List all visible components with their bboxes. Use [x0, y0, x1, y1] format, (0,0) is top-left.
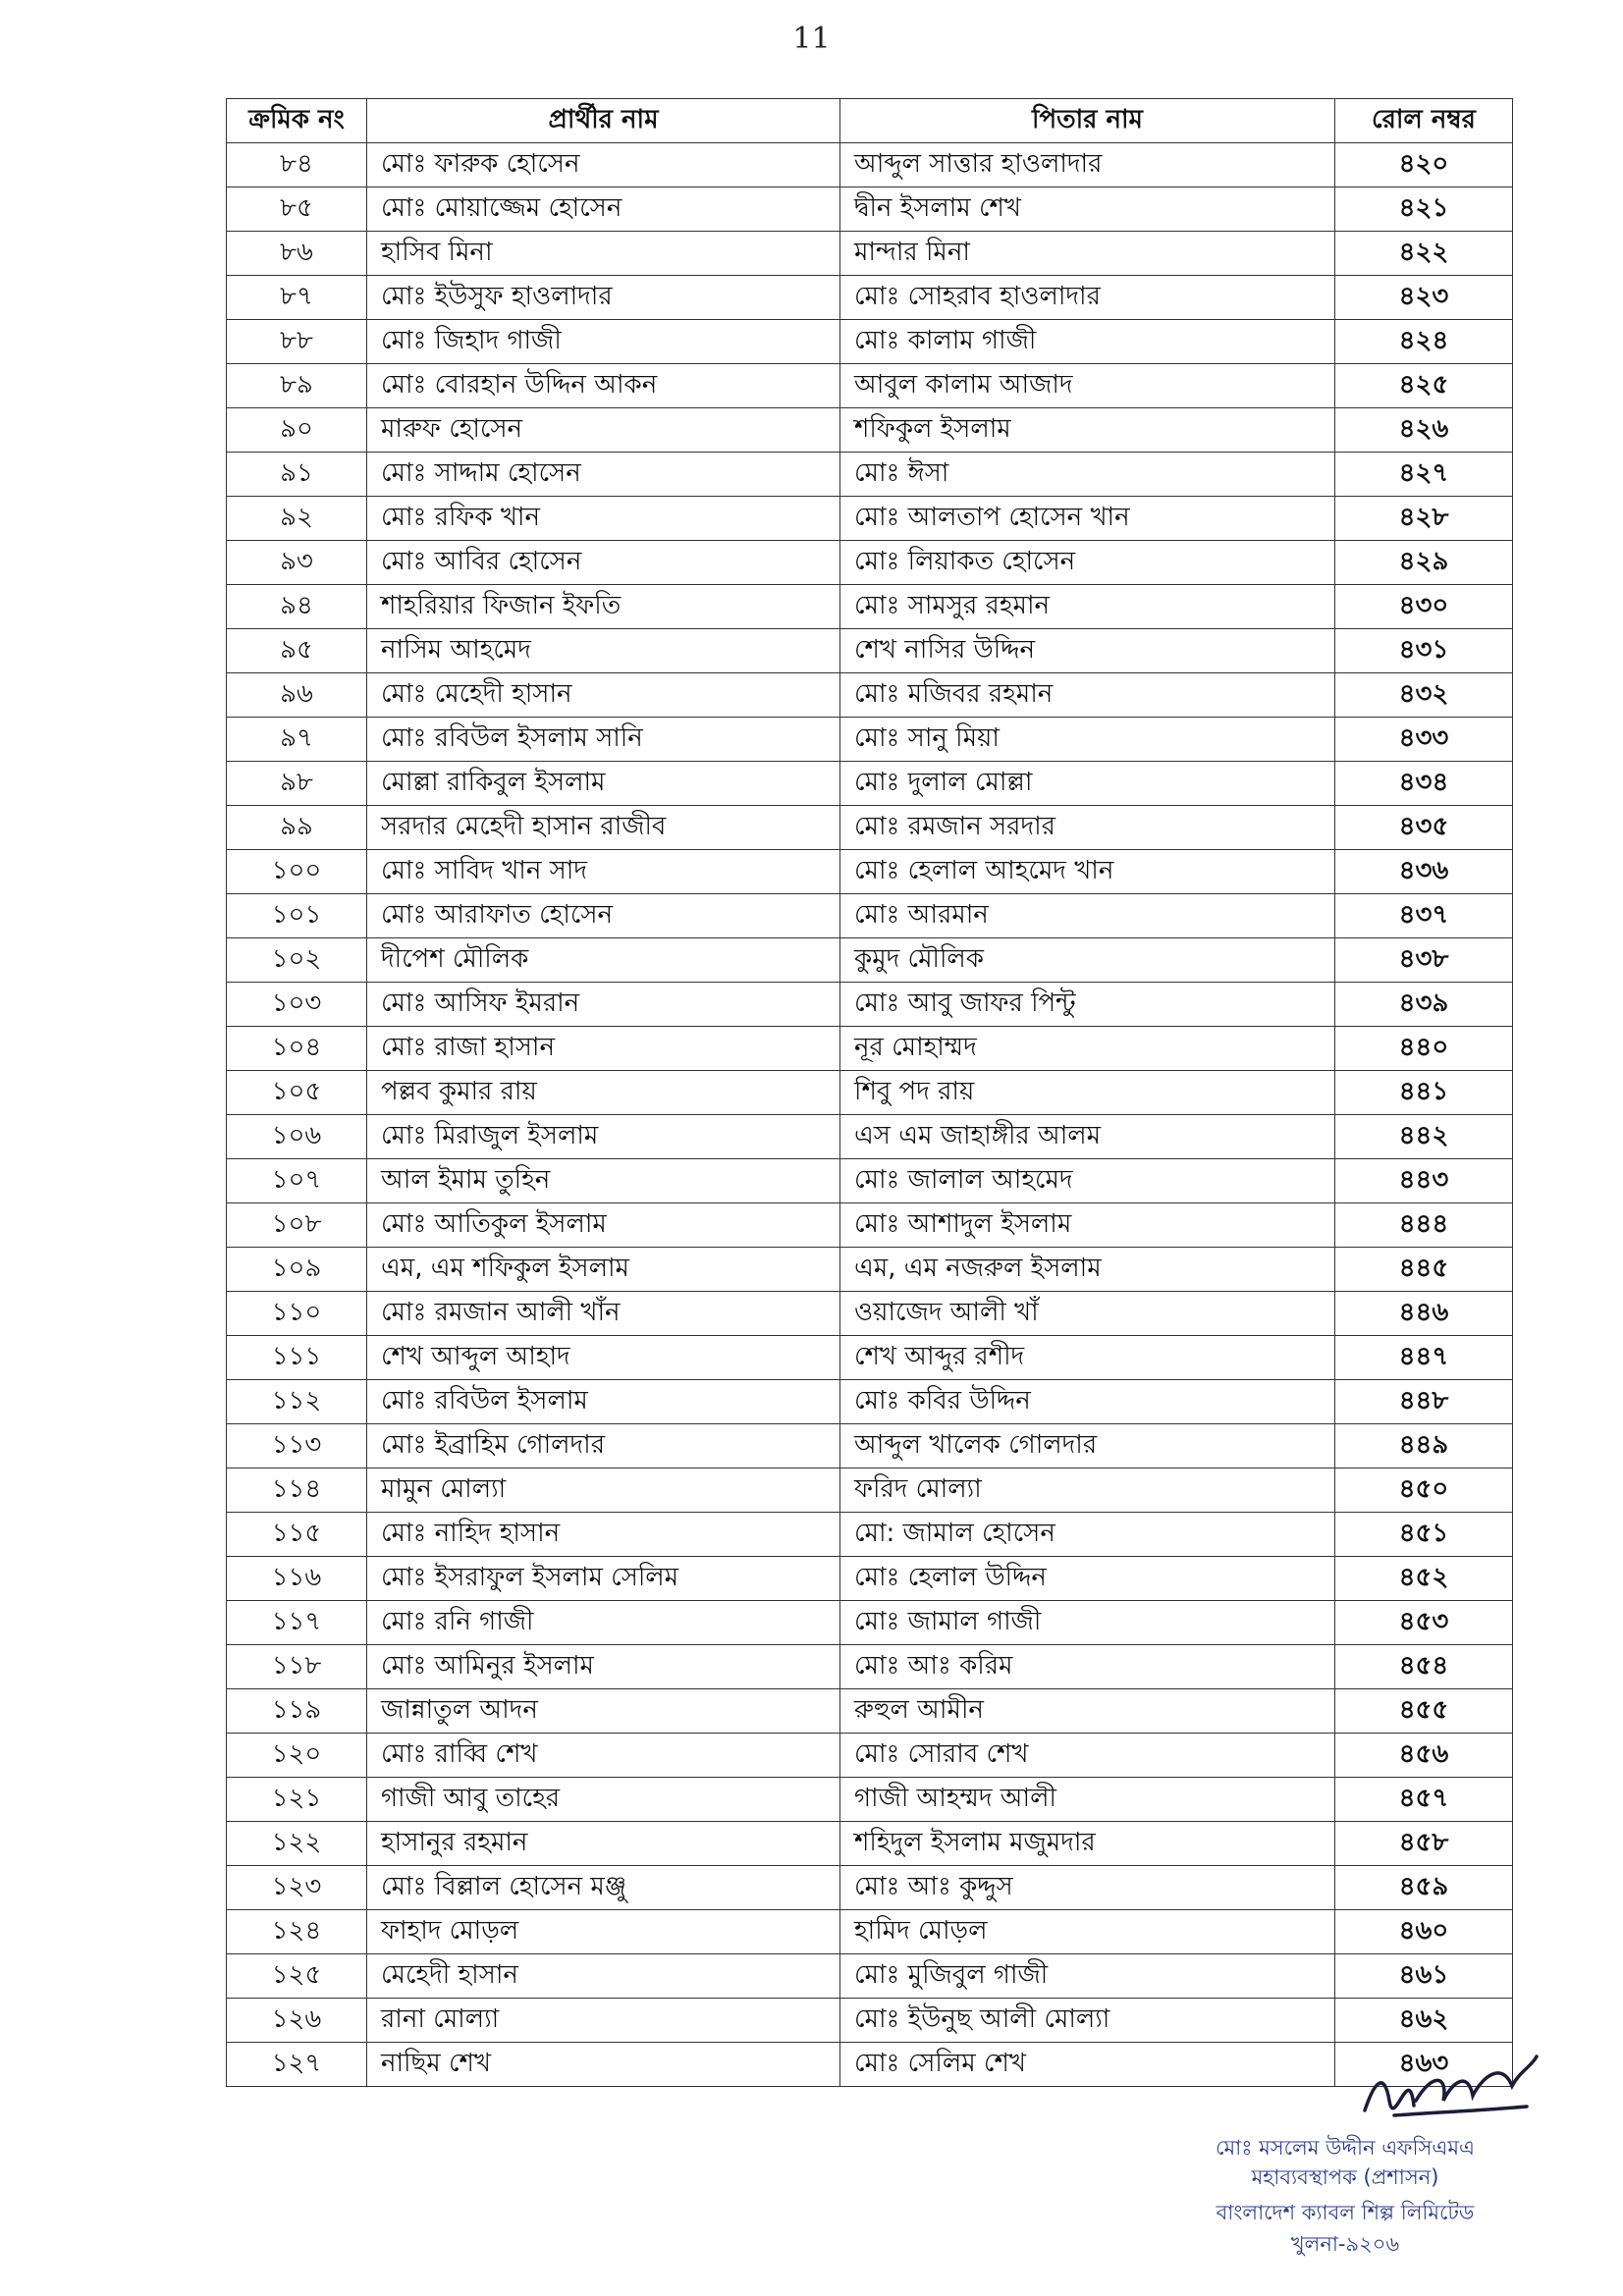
roll-number-cell: ৪৫৯: [1335, 1866, 1513, 1910]
father-name-cell: মোঃ আশাদুল ইসলাম: [840, 1203, 1335, 1248]
serial-cell: ১১৫: [227, 1513, 367, 1557]
father-name-cell: মোঃ মজিবর রহমান: [840, 673, 1335, 718]
father-name-cell: মোঃ সেলিম শেখ: [840, 2043, 1335, 2087]
father-name-cell: আব্দুল খালেক গোলদার: [840, 1424, 1335, 1468]
serial-cell: ১০৭: [227, 1159, 367, 1203]
father-name-cell: মোঃ ইউনুছ আলী মোল্যা: [840, 1999, 1335, 2043]
roll-number-cell: ৪২৫: [1335, 364, 1513, 408]
roll-number-cell: ৪২৯: [1335, 541, 1513, 585]
table-row: [227, 1910, 1513, 1954]
serial-cell: ৯৪: [227, 585, 367, 629]
father-name-cell: নূর মোহাম্মদ: [840, 1027, 1335, 1071]
father-name-cell: শেখ নাসির উদ্দিন: [840, 629, 1335, 673]
table-row: [227, 1248, 1513, 1292]
roll-number-cell: ৪৫৭: [1335, 1778, 1513, 1822]
roll-number-cell: ৪৪০: [1335, 1027, 1513, 1071]
serial-cell: ১১১: [227, 1336, 367, 1380]
serial-cell: ১০৮: [227, 1203, 367, 1248]
header-father-name: পিতার নাম: [840, 99, 1335, 143]
candidate-name-cell: মোঃ আতিকুল ইসলাম: [367, 1203, 840, 1248]
father-name-cell: মোঃ ঈসা: [840, 453, 1335, 497]
father-name-cell: গাজী আহম্মদ আলী: [840, 1778, 1335, 1822]
table-body: [227, 143, 1513, 2087]
candidate-name-cell: মোঃ আমিনুর ইসলাম: [367, 1645, 840, 1689]
roll-number-cell: ৪৩৩: [1335, 718, 1513, 762]
candidate-name-cell: মোঃ নাহিদ হাসান: [367, 1513, 840, 1557]
table-row: [227, 364, 1513, 408]
roll-number-cell: ৪৪৬: [1335, 1292, 1513, 1336]
roll-number-cell: ৪৬০: [1335, 1910, 1513, 1954]
serial-cell: ১১৯: [227, 1689, 367, 1734]
table-row: [227, 143, 1513, 187]
candidate-name-cell: সরদার মেহেদী হাসান রাজীব: [367, 806, 840, 850]
father-name-cell: মোঃ কালাম গাজী: [840, 320, 1335, 364]
roll-number-cell: ৪৬৩: [1335, 2043, 1513, 2087]
candidate-name-cell: গাজী আবু তাহের: [367, 1778, 840, 1822]
candidate-name-cell: ফাহাদ মোড়ল: [367, 1910, 840, 1954]
candidate-name-cell: শাহরিয়ার ফিজান ইফতি: [367, 585, 840, 629]
candidate-name-cell: মোঃ ইব্রাহিম গোলদার: [367, 1424, 840, 1468]
roll-number-cell: ৪৬১: [1335, 1954, 1513, 1999]
roll-number-cell: ৪৫৫: [1335, 1689, 1513, 1734]
father-name-cell: মোঃ দুলাল মোল্লা: [840, 762, 1335, 806]
serial-cell: ১১৩: [227, 1424, 367, 1468]
candidate-name-cell: মোঃ মোয়াজ্জেম হোসেন: [367, 187, 840, 232]
table-row: [227, 1734, 1513, 1778]
candidate-name-cell: মোঃ রনি গাজী: [367, 1601, 840, 1645]
candidate-name-cell: হাসানুর রহমান: [367, 1822, 840, 1866]
table-row: [227, 1999, 1513, 2043]
table-row: [227, 1380, 1513, 1424]
serial-cell: ১০৫: [227, 1071, 367, 1115]
father-name-cell: মোঃ সামসুর রহমান: [840, 585, 1335, 629]
table-row: [227, 1115, 1513, 1159]
father-name-cell: রুহুল আমীন: [840, 1689, 1335, 1734]
table-row: [227, 1159, 1513, 1203]
table-row: [227, 276, 1513, 320]
candidate-name-cell: মোঃ রবিউল ইসলাম: [367, 1380, 840, 1424]
table-row: [227, 850, 1513, 894]
roll-number-cell: ৪৩৭: [1335, 894, 1513, 938]
serial-cell: ৮৮: [227, 320, 367, 364]
page-number: 11: [792, 22, 831, 56]
father-name-cell: মোঃ রমজান সরদার: [840, 806, 1335, 850]
serial-cell: ১২৩: [227, 1866, 367, 1910]
serial-cell: ৮৬: [227, 232, 367, 276]
father-name-cell: শিবু পদ রায়: [840, 1071, 1335, 1115]
father-name-cell: হামিদ মোড়ল: [840, 1910, 1335, 1954]
serial-cell: ৯৩: [227, 541, 367, 585]
father-name-cell: মোঃ আবু জাফর পিন্টু: [840, 983, 1335, 1027]
roll-number-cell: ৪৬২: [1335, 1999, 1513, 2043]
candidate-name-cell: রানা মোল্যা: [367, 1999, 840, 2043]
candidate-name-cell: দীপেশ মৌলিক: [367, 938, 840, 983]
serial-cell: ১২৭: [227, 2043, 367, 2087]
table-row: [227, 1689, 1513, 1734]
table-row: [227, 1954, 1513, 1999]
father-name-cell: শফিকুল ইসলাম: [840, 408, 1335, 453]
candidate-name-cell: মোঃ মিরাজুল ইসলাম: [367, 1115, 840, 1159]
father-name-cell: আব্দুল সাত্তার হাওলাদার: [840, 143, 1335, 187]
father-name-cell: কুমুদ মৌলিক: [840, 938, 1335, 983]
father-name-cell: মোঃ কবির উদ্দিন: [840, 1380, 1335, 1424]
roll-number-cell: ৪৪১: [1335, 1071, 1513, 1115]
table-row: [227, 1645, 1513, 1689]
father-name-cell: মোঃ জামাল গাজী: [840, 1601, 1335, 1645]
serial-cell: ৯০: [227, 408, 367, 453]
table-header-row: [227, 99, 1513, 143]
candidate-name-cell: শেখ আব্দুল আহাদ: [367, 1336, 840, 1380]
candidate-name-cell: মোঃ আবির হোসেন: [367, 541, 840, 585]
roll-number-cell: ৪৫৪: [1335, 1645, 1513, 1689]
table-row: [227, 1071, 1513, 1115]
roll-number-cell: ৪৪৭: [1335, 1336, 1513, 1380]
serial-cell: ১১৬: [227, 1557, 367, 1601]
father-name-cell: মোঃ লিয়াকত হোসেন: [840, 541, 1335, 585]
roll-number-cell: ৪৩৮: [1335, 938, 1513, 983]
serial-cell: ১০৬: [227, 1115, 367, 1159]
candidate-name-cell: মোঃ রবিউল ইসলাম সানি: [367, 718, 840, 762]
serial-cell: ৯২: [227, 497, 367, 541]
serial-cell: ১১০: [227, 1292, 367, 1336]
father-name-cell: মোঃ সোহরাব হাওলাদার: [840, 276, 1335, 320]
father-name-cell: দ্বীন ইসলাম শেখ: [840, 187, 1335, 232]
signatory-designation: মহাব্যবস্থাপক (প্রশাসন): [1251, 2165, 1439, 2189]
serial-cell: ১২১: [227, 1778, 367, 1822]
father-name-cell: মোঃ সানু মিয়া: [840, 718, 1335, 762]
table-row: [227, 1424, 1513, 1468]
table-row: [227, 232, 1513, 276]
candidate-name-cell: এম, এম শফিকুল ইসলাম: [367, 1248, 840, 1292]
roll-number-cell: ৪৪৮: [1335, 1380, 1513, 1424]
table-row: [227, 718, 1513, 762]
serial-cell: ১১৪: [227, 1468, 367, 1513]
father-name-cell: মোঃ আরমান: [840, 894, 1335, 938]
table-row: [227, 453, 1513, 497]
candidate-name-cell: মোল্লা রাকিবুল ইসলাম: [367, 762, 840, 806]
signatory-organization: বাংলাদেশ ক্যাবল শিল্প লিমিটেড: [1216, 2201, 1475, 2224]
table-row: [227, 1778, 1513, 1822]
roll-number-cell: ৪৩২: [1335, 673, 1513, 718]
father-name-cell: মোঃ আলতাপ হোসেন খান: [840, 497, 1335, 541]
candidate-name-cell: মোঃ রমজান আলী খাঁন: [367, 1292, 840, 1336]
serial-cell: ১১২: [227, 1380, 367, 1424]
serial-cell: ৮৭: [227, 276, 367, 320]
candidate-name-cell: মামুন মোল্যা: [367, 1468, 840, 1513]
candidate-name-cell: মোঃ জিহাদ গাজী: [367, 320, 840, 364]
candidate-name-cell: মারুফ হোসেন: [367, 408, 840, 453]
signatory-name: মোঃ মসলেম উদ্দীন এফসিএমএ: [1215, 2136, 1476, 2160]
serial-cell: ১০৩: [227, 983, 367, 1027]
handwritten-signature: [1355, 2042, 1542, 2130]
serial-cell: ৯৯: [227, 806, 367, 850]
candidate-name-cell: নাসিম আহমেদ: [367, 629, 840, 673]
roll-number-cell: ৪২৪: [1335, 320, 1513, 364]
header-serial: ক্রমিক নং: [227, 99, 367, 143]
table-row: [227, 1822, 1513, 1866]
father-name-cell: মান্দার মিনা: [840, 232, 1335, 276]
candidate-name-cell: মোঃ আরাফাত হোসেন: [367, 894, 840, 938]
serial-cell: ৮৯: [227, 364, 367, 408]
father-name-cell: মোঃ সোরাব শেখ: [840, 1734, 1335, 1778]
candidate-name-cell: মোঃ রফিক খান: [367, 497, 840, 541]
serial-cell: ৯৫: [227, 629, 367, 673]
table-row: [227, 673, 1513, 718]
roll-number-cell: ৪৪৩: [1335, 1159, 1513, 1203]
father-name-cell: শহিদুল ইসলাম মজুমদার: [840, 1822, 1335, 1866]
serial-cell: ১০০: [227, 850, 367, 894]
serial-cell: ১২৬: [227, 1999, 367, 2043]
table-row: [227, 1866, 1513, 1910]
serial-cell: ১০১: [227, 894, 367, 938]
serial-cell: ১২৫: [227, 1954, 367, 1999]
roll-number-cell: ৪৫৬: [1335, 1734, 1513, 1778]
table-row: [227, 894, 1513, 938]
candidate-name-cell: মোঃ সাবিদ খান সাদ: [367, 850, 840, 894]
roll-number-cell: ৪৪৫: [1335, 1248, 1513, 1292]
roll-number-cell: ৪৩৯: [1335, 983, 1513, 1027]
table-row: [227, 983, 1513, 1027]
candidate-name-cell: পল্লব কুমার রায়: [367, 1071, 840, 1115]
table-row: [227, 320, 1513, 364]
candidate-name-cell: মোঃ রাজা হাসান: [367, 1027, 840, 1071]
father-name-cell: মোঃ মুজিবুল গাজী: [840, 1954, 1335, 1999]
father-name-cell: আবুল কালাম আজাদ: [840, 364, 1335, 408]
table-row: [227, 1468, 1513, 1513]
candidate-name-cell: জান্নাতুল আদন: [367, 1689, 840, 1734]
table-row: [227, 541, 1513, 585]
serial-cell: ১২০: [227, 1734, 367, 1778]
roll-number-cell: ৪২৬: [1335, 408, 1513, 453]
roll-number-cell: ৪৩৫: [1335, 806, 1513, 850]
candidate-name-cell: মোঃ রাব্বি শেখ: [367, 1734, 840, 1778]
roll-number-cell: ৪৪৯: [1335, 1424, 1513, 1468]
table-row: [227, 762, 1513, 806]
roll-number-cell: ৪৫০: [1335, 1468, 1513, 1513]
father-name-cell: মো: জামাল হোসেন: [840, 1513, 1335, 1557]
roll-number-cell: ৪৫৩: [1335, 1601, 1513, 1645]
candidate-table: [226, 98, 1513, 2087]
table-row: [227, 1203, 1513, 1248]
roll-number-cell: ৪৪২: [1335, 1115, 1513, 1159]
roll-number-cell: ৪২৩: [1335, 276, 1513, 320]
roll-number-cell: ৪২১: [1335, 187, 1513, 232]
candidate-name-cell: হাসিব মিনা: [367, 232, 840, 276]
roll-number-cell: ৪৩০: [1335, 585, 1513, 629]
father-name-cell: ওয়াজেদ আলী খাঁ: [840, 1292, 1335, 1336]
table-row: [227, 806, 1513, 850]
serial-cell: ১০৪: [227, 1027, 367, 1071]
serial-cell: ১০২: [227, 938, 367, 983]
candidate-name-cell: মোঃ সাদ্দাম হোসেন: [367, 453, 840, 497]
father-name-cell: মোঃ আঃ কুদ্দুস: [840, 1866, 1335, 1910]
serial-cell: ১২৪: [227, 1910, 367, 1954]
table-row: [227, 1027, 1513, 1071]
roll-number-cell: ৪৫২: [1335, 1557, 1513, 1601]
roll-number-cell: ৪৪৪: [1335, 1203, 1513, 1248]
serial-cell: ৯৮: [227, 762, 367, 806]
serial-cell: ৮৫: [227, 187, 367, 232]
header-roll-number: রোল নম্বর: [1335, 99, 1513, 143]
candidate-name-cell: মোঃ ইসরাফুল ইসলাম সেলিম: [367, 1557, 840, 1601]
serial-cell: ৯৬: [227, 673, 367, 718]
candidate-name-cell: নাছিম শেখ: [367, 2043, 840, 2087]
serial-cell: ১২২: [227, 1822, 367, 1866]
serial-cell: ৯৭: [227, 718, 367, 762]
table-row: [227, 1557, 1513, 1601]
father-name-cell: ফরিদ মোল্যা: [840, 1468, 1335, 1513]
table-row: [227, 497, 1513, 541]
serial-cell: ৮৪: [227, 143, 367, 187]
father-name-cell: মোঃ আঃ করিম: [840, 1645, 1335, 1689]
roll-number-cell: ৪৩১: [1335, 629, 1513, 673]
candidate-name-cell: মোঃ মেহেদী হাসান: [367, 673, 840, 718]
father-name-cell: মোঃ হেলাল উদ্দিন: [840, 1557, 1335, 1601]
table-row: [227, 408, 1513, 453]
serial-cell: ১০৯: [227, 1248, 367, 1292]
table-row: [227, 1336, 1513, 1380]
roll-number-cell: ৪২০: [1335, 143, 1513, 187]
table-row: [227, 187, 1513, 232]
roll-number-cell: ৪৫৮: [1335, 1822, 1513, 1866]
candidate-name-cell: মেহেদী হাসান: [367, 1954, 840, 1999]
table-row: [227, 585, 1513, 629]
serial-cell: ৯১: [227, 453, 367, 497]
candidate-name-cell: মোঃ বিল্লাল হোসেন মঞ্জু: [367, 1866, 840, 1910]
father-name-cell: শেখ আব্দুর রশীদ: [840, 1336, 1335, 1380]
candidate-name-cell: মোঃ ফারুক হোসেন: [367, 143, 840, 187]
signature-block: [1159, 2042, 1551, 2277]
table-row: [227, 1601, 1513, 1645]
father-name-cell: মোঃ হেলাল আহমেদ খান: [840, 850, 1335, 894]
candidate-name-cell: আল ইমাম তুহিন: [367, 1159, 840, 1203]
candidate-name-cell: মোঃ আসিফ ইমরান: [367, 983, 840, 1027]
roll-number-cell: ৪৩৪: [1335, 762, 1513, 806]
candidate-name-cell: মোঃ বোরহান উদ্দিন আকন: [367, 364, 840, 408]
roll-number-cell: ৪২৮: [1335, 497, 1513, 541]
signatory-location: খুলনা-৯২০৬: [1290, 2232, 1400, 2256]
roll-number-cell: ৪৫১: [1335, 1513, 1513, 1557]
roll-number-cell: ৪২৭: [1335, 453, 1513, 497]
serial-cell: ১১৮: [227, 1645, 367, 1689]
candidate-name-cell: মোঃ ইউসুফ হাওলাদার: [367, 276, 840, 320]
table-row: [227, 938, 1513, 983]
father-name-cell: এস এম জাহাঙ্গীর আলম: [840, 1115, 1335, 1159]
table-row: [227, 1292, 1513, 1336]
header-candidate-name: প্রার্থীর নাম: [367, 99, 840, 143]
table-row: [227, 629, 1513, 673]
father-name-cell: মোঃ জালাল আহমেদ: [840, 1159, 1335, 1203]
father-name-cell: এম, এম নজরুল ইসলাম: [840, 1248, 1335, 1292]
roll-number-cell: ৪২২: [1335, 232, 1513, 276]
roll-number-cell: ৪৩৬: [1335, 850, 1513, 894]
table-row: [227, 1513, 1513, 1557]
serial-cell: ১১৭: [227, 1601, 367, 1645]
